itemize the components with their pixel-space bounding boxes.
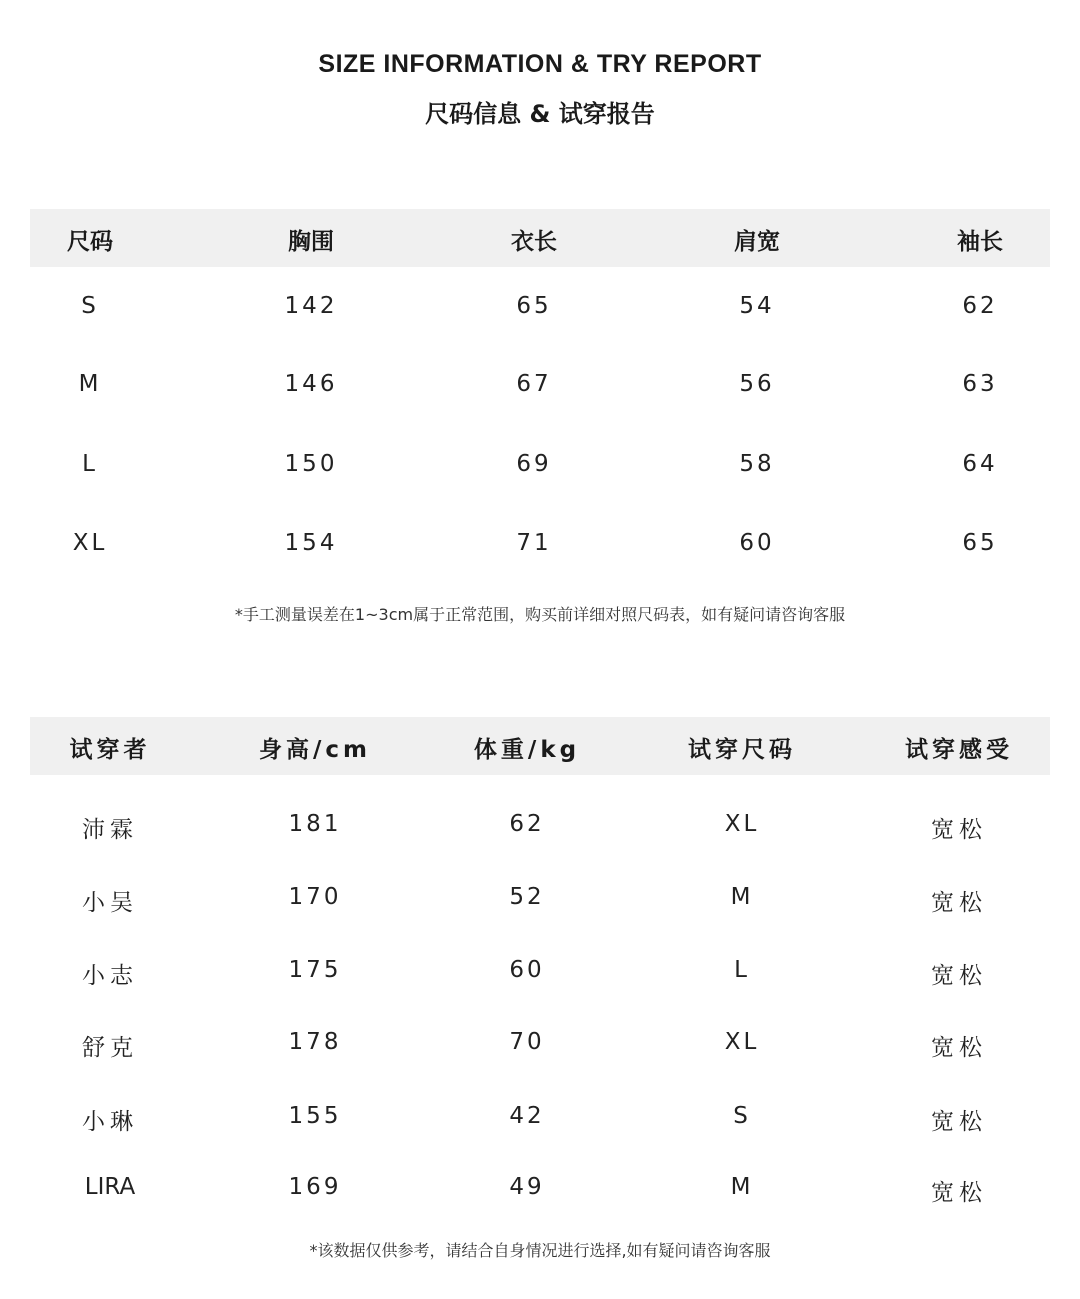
weight-cell: 52	[509, 884, 545, 910]
sleeve-cell: 65	[962, 530, 998, 556]
header-try-size: 试穿尺码	[688, 737, 796, 763]
sleeve-cell: 63	[962, 371, 998, 397]
tester-cell: 小琳	[82, 1109, 138, 1135]
sleeve-cell: 64	[962, 451, 998, 477]
tester-cell: 沛霖	[82, 817, 138, 843]
shoulder-cell: 58	[739, 451, 775, 477]
try-size-cell: M	[730, 884, 754, 910]
chest-cell: 150	[284, 451, 338, 477]
feeling-cell: 宽松	[931, 1180, 987, 1206]
height-cell: 170	[288, 884, 342, 910]
height-cell: 178	[288, 1029, 342, 1055]
size-cell: L	[82, 451, 98, 477]
length-cell: 67	[516, 371, 552, 397]
shoulder-cell: 54	[739, 293, 775, 319]
header-shoulder: 肩宽	[734, 229, 780, 255]
try-table	[30, 717, 1050, 1206]
header-sleeve: 袖长	[957, 229, 1003, 255]
chest-cell: 142	[284, 293, 338, 319]
height-cell: 181	[288, 811, 342, 837]
size-table-header	[30, 209, 1050, 267]
try-size-cell: M	[730, 1174, 754, 1200]
try-size-cell: L	[734, 957, 750, 983]
sleeve-cell: 62	[962, 293, 998, 319]
weight-cell: 62	[509, 811, 545, 837]
page-title-en: SIZE INFORMATION & TRY REPORT	[318, 50, 762, 78]
header-chest: 胸围	[288, 229, 334, 255]
try-size-cell: S	[733, 1103, 751, 1129]
tester-cell: 小志	[82, 963, 138, 989]
feeling-cell: 宽松	[931, 963, 987, 989]
feeling-cell: 宽松	[931, 1109, 987, 1135]
size-cell: M	[78, 371, 102, 397]
header-tester: 试穿者	[69, 737, 151, 763]
size-cell: S	[81, 293, 99, 319]
chest-cell: 146	[284, 371, 338, 397]
length-cell: 71	[516, 530, 552, 556]
weight-cell: 70	[509, 1029, 545, 1055]
tester-cell: 小吴	[82, 890, 138, 916]
weight-cell: 49	[509, 1174, 545, 1200]
header-length: 衣长	[511, 229, 557, 255]
feeling-cell: 宽松	[931, 817, 987, 843]
feeling-cell: 宽松	[931, 1035, 987, 1061]
try-size-cell: XL	[724, 1029, 760, 1055]
header-feeling: 试穿感受	[905, 737, 1013, 763]
height-cell: 155	[288, 1103, 342, 1129]
shoulder-cell: 56	[739, 371, 775, 397]
weight-cell: 60	[509, 957, 545, 983]
tester-cell: LIRA	[84, 1174, 136, 1200]
size-note: *手工测量误差在1~3cm属于正常范围，购买前详细对照尺码表，如有疑问请咨询客服	[234, 605, 846, 624]
try-note: *该数据仅供参考，请结合自身情况进行选择,如有疑问请咨询客服	[309, 1241, 771, 1260]
header-weight: 体重/kg	[473, 737, 581, 763]
size-cell: XL	[72, 530, 108, 556]
try-size-cell: XL	[724, 811, 760, 837]
height-cell: 175	[288, 957, 342, 983]
feeling-cell: 宽松	[931, 890, 987, 916]
header-size: 尺码	[67, 229, 113, 255]
page-title-cn: 尺码信息 & 试穿报告	[425, 100, 655, 128]
shoulder-cell: 60	[739, 530, 775, 556]
length-cell: 69	[516, 451, 552, 477]
header-height: 身高/cm	[259, 737, 371, 763]
size-table	[30, 209, 1050, 556]
tester-cell: 舒克	[82, 1035, 138, 1061]
chest-cell: 154	[284, 530, 338, 556]
height-cell: 169	[288, 1174, 342, 1200]
try-table-header	[30, 717, 1050, 775]
weight-cell: 42	[509, 1103, 545, 1129]
length-cell: 65	[516, 293, 552, 319]
